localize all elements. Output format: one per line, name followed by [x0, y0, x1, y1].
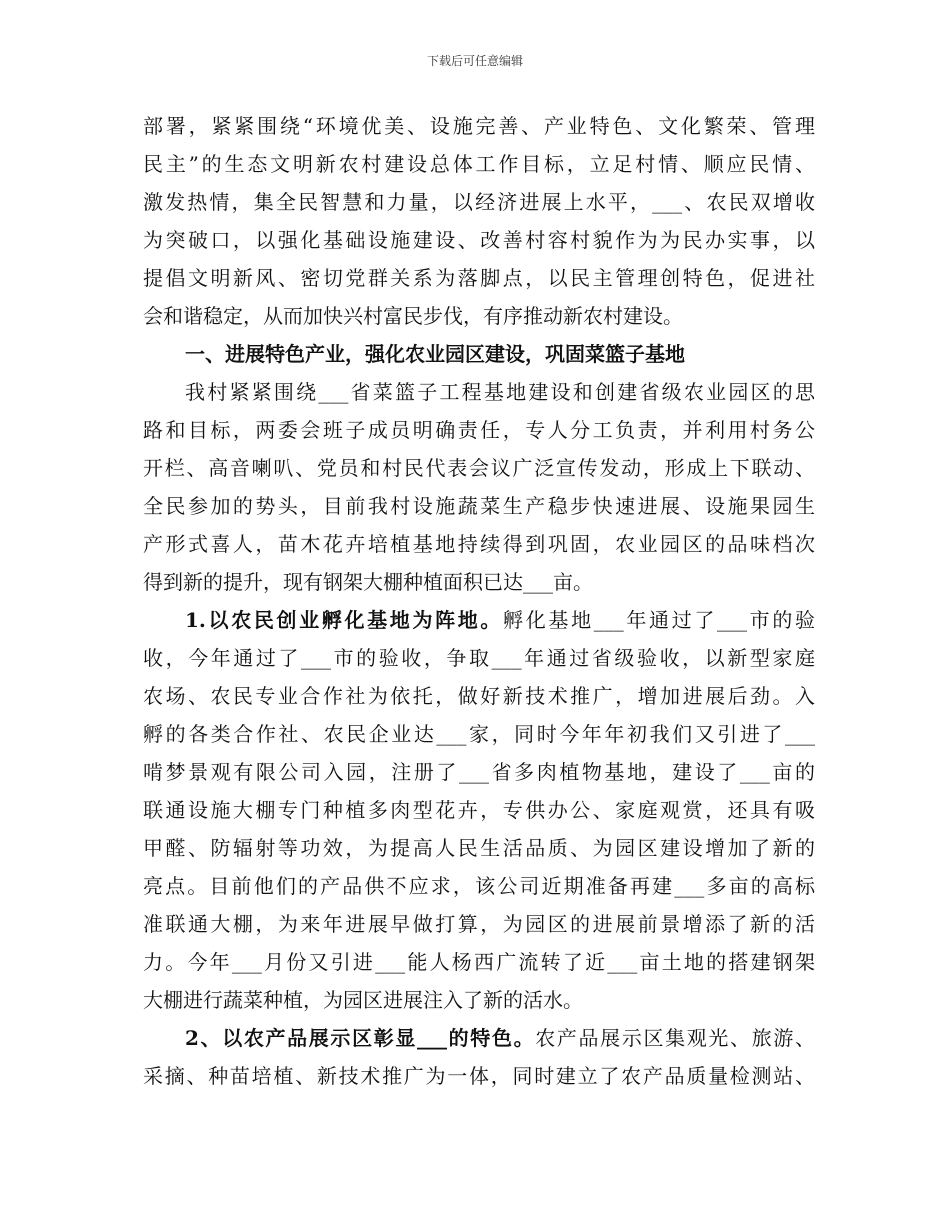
item-lead-text: 农产品展示区集观光、旅游、 [535, 1026, 815, 1050]
item-heading: 1.以农民创业孵化基地为阵地。 [185, 608, 504, 632]
text-line-lead [143, 601, 815, 639]
text-line: 会和谐稳定，从而加快兴村富民步伐，有序推动新农村建设。 [143, 304, 683, 328]
paragraph-intro [143, 107, 815, 335]
text-line: 开栏、高音喇叭、党员和村民代表会议广泛宣传发动，形成上下联动、 [143, 456, 815, 480]
text-line: 亮点。目前他们的产品供不应求，该公司近期准备再建___多亩的高标 [143, 874, 815, 898]
item-lead-text: 孵化基地___年通过了___市的验 [503, 608, 815, 632]
text-line: 全民参加的势头，目前我村设施蔬菜生产稳步快速进展、设施果园生 [143, 494, 815, 518]
text-line: 孵的各类合作社、农民企业达___家，同时今年年初我们又引进了___ [143, 722, 815, 746]
text-line: 我村紧紧围绕___省菜篮子工程基地建设和创建省级农业园区的思 [185, 380, 815, 404]
paragraph-item-two [143, 1019, 815, 1095]
text-line: 联通设施大棚专门种植多肉型花卉，专供办公、家庭观赏，还具有吸 [143, 798, 815, 822]
text-line: 甲醛、防辐射等功效，为提高人民生活品质、为园区建设增加了新的 [143, 836, 815, 860]
text-line: 啃梦景观有限公司入园，注册了___省多肉植物基地，建设了___亩的 [143, 760, 815, 784]
text-line: 准联通大棚，为来年进展早做打算，为园区的进展前景增添了新的活 [143, 912, 815, 936]
text-line: 产形式喜人，苗木花卉培植基地持续得到巩固，农业园区的品味档次 [143, 532, 815, 556]
document-body [143, 107, 815, 1095]
section-heading: 一、进展特色产业，强化农业园区建设，巩固菜篮子基地 [185, 342, 685, 366]
text-line: 采摘、种苗培植、新技术推广为一体，同时建立了农产品质量检测站、 [143, 1064, 815, 1088]
text-line: 为突破口，以强化基础设施建设、改善村容村貌作为为民办实事，以 [143, 228, 815, 252]
text-line: 力。今年___月份又引进___能人杨西广流转了近___亩土地的搭建钢架 [143, 950, 815, 974]
text-line: 民主”的生态文明新农村建设总体工作目标，立足村情、顺应民情、 [143, 152, 815, 176]
text-line: 得到新的提升，现有钢架大棚种植面积已达___亩。 [143, 570, 593, 594]
paragraph-section-one [143, 373, 815, 601]
text-line: 提倡文明新风、密切党群关系为落脚点，以民主管理创特色，促进社 [143, 266, 815, 290]
page-header: 下载后可任意编辑 [426, 54, 523, 68]
text-line: 部署，紧紧围绕“环境优美、设施完善、产业特色、文化繁荣、管理 [143, 114, 815, 138]
text-line: 大棚进行蔬菜种植，为园区进展注入了新的活水。 [143, 988, 583, 1012]
paragraph-item-one [143, 601, 815, 1019]
text-line: 激发热情，集全民智慧和力量，以经济进展上水平，___、农民双增收 [143, 190, 815, 214]
text-line: 农场、农民专业合作社为依托，做好新技术推广，增加进展后劲。入 [143, 684, 815, 708]
text-line: 路和目标，两委会班子成员明确责任，专人分工负责，并利用村务公 [143, 418, 815, 442]
item-heading: 2、以农产品展示区彰显___的特色。 [185, 1026, 536, 1050]
text-line: 收，今年通过了___市的验收，争取___年通过省级验收，以新型家庭 [143, 646, 815, 670]
text-line-lead [143, 1019, 815, 1057]
